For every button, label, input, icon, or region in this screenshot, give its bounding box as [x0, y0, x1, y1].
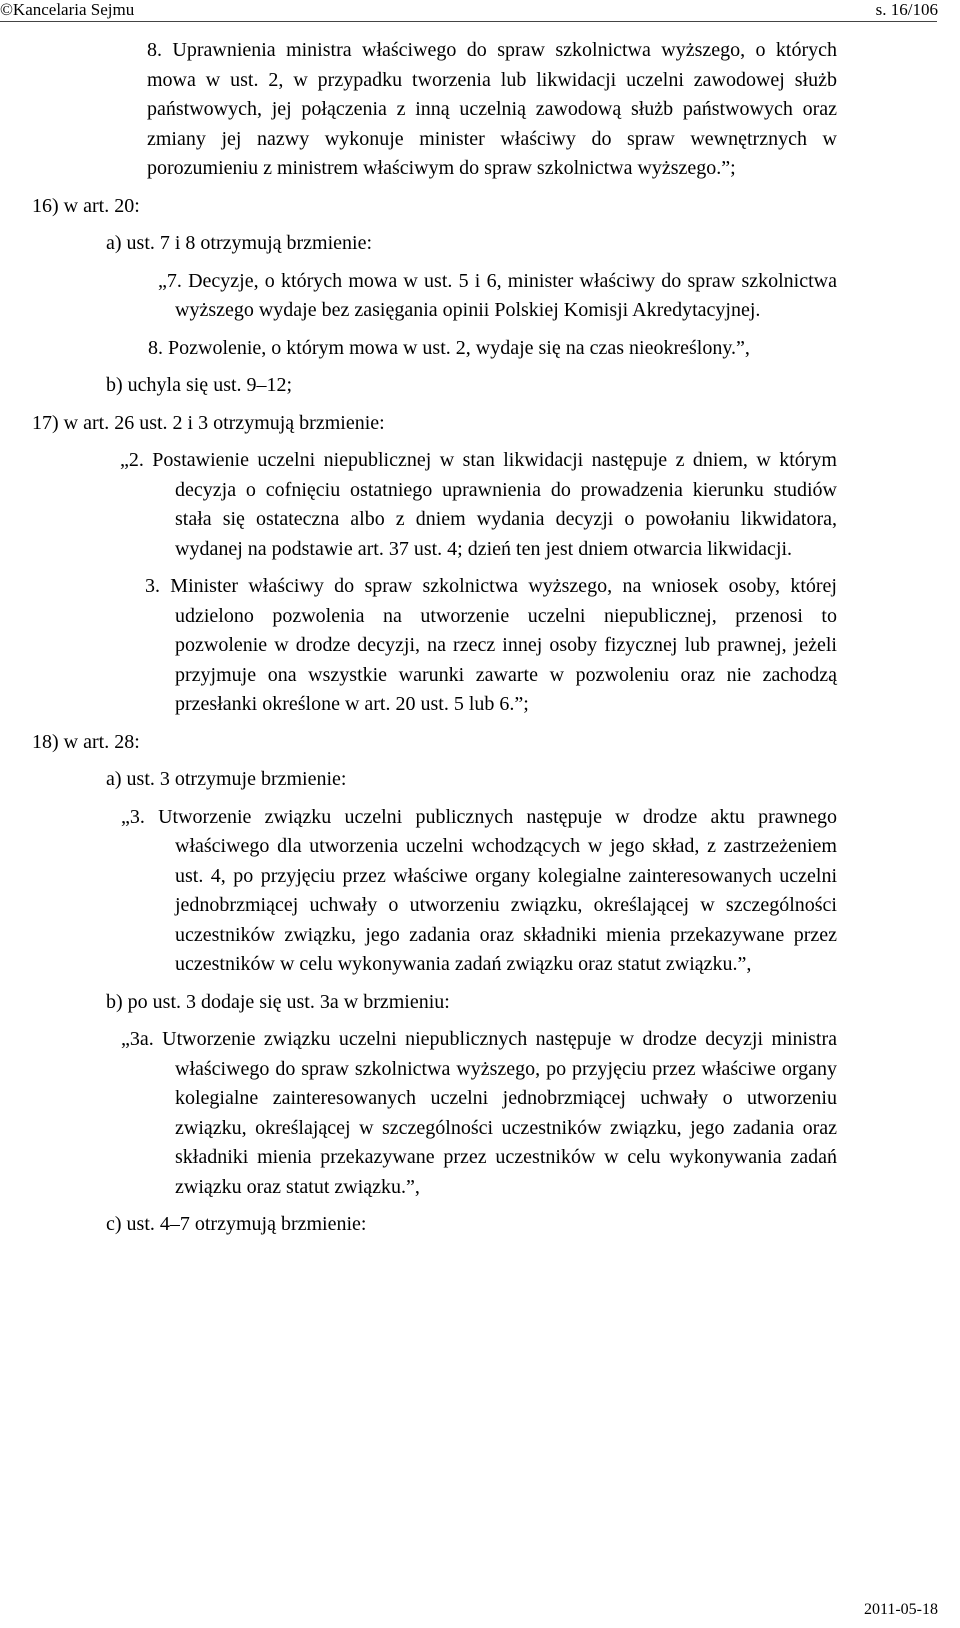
document-body — [0, 36, 960, 1240]
subitem-16a: a) ust. 7 i 8 otrzymują brzmienie: — [106, 232, 373, 254]
header-rule — [0, 21, 937, 22]
item-17: 17) w art. 26 ust. 2 i 3 otrzymują brzmienie: — [32, 411, 385, 434]
subitem-16b: b) uchyla się ust. 9–12; — [106, 374, 293, 396]
paragraph-3-art28: „3. Utworzenie związku uczelni publicznych następuje w drodze aktu prawnego właściwego dla utworzenia uczelni wchodzących w jego skład, z zastrzeżeniem ust. 4, po przyjęciu przez właściwe organy kolegialne zainteresowanych uczelni jednobrzmiącej uchwały o utworzeniu związku, określającej w szczególności uczestników związku, jego zadania oraz składniki mienia przekazywane przez uczestników w celu wykonywania zadań związku oraz statut związku.”, — [121, 805, 837, 975]
paragraph-7-art20: „7. Decyzje, o których mowa w ust. 5 i 6, minister właściwy do spraw szkolnictwa wyższego wydaje bez zasięgania opinii Polskiej Komisji Akredytacyjnej. — [158, 269, 837, 321]
footer-date: 2011-05-18 — [863, 1601, 938, 1618]
paragraph-3a-art28: „3a. Utworzenie związku uczelni niepublicznych następuje w drodze decyzji ministra właściwego do spraw szkolnictwa wyższego, po przyjęciu przez właściwe organy kolegialne zainteresowanych uczelni jednobrzmiącej uchwały o utworzeniu związku, określającej w szczególności uczestników związku, jego zadania oraz składniki mienia przekazywane przez uczestników w celu wykonywania zadań związku oraz statut związku.”, — [121, 1028, 837, 1198]
subitem-18b: b) po ust. 3 dodaje się ust. 3a w brzmieniu: — [106, 990, 450, 1013]
subitem-18a: a) ust. 3 otrzymuje brzmienie: — [106, 768, 347, 790]
header-left: ©Kancelaria Sejmu — [0, 0, 135, 19]
item-18: 18) w art. 28: — [32, 730, 140, 753]
subitem-18c: c) ust. 4–7 otrzymują brzmienie: — [106, 1213, 367, 1235]
header-page-number: s. 16/106 — [875, 0, 938, 19]
paragraph-8-art16: 8. Uprawnienia ministra właściwego do spraw szkolnictwa wyższego, o których mowa w ust. 2, w przypadku tworzenia lub likwidacji uczelni zawodowej służb państwowych, jej połączenia z inną uczelnią zawodową służb państwowych oraz zmiany jej nazwy wykonuje minister właściwy do spraw wewnętrznych w porozumieniu z ministrem właściwym do spraw szkolnictwa wyższego.”; — [147, 39, 837, 179]
paragraph-3-art26: 3. Minister właściwy do spraw szkolnictwa wyższego, na wniosek osoby, której udzielono pozwolenia na utworzenie uczelni niepublicznej, przenosi to pozwolenie w drodze decyzji, na rzecz innej osoby fizycznej lub prawnej, jeżeli przyjmuje ona wszystkie warunki zawarte w pozwoleniu oraz nie zachodzą przesłanki określone w art. 20 ust. 5 lub 6.”; — [145, 575, 837, 715]
item-16: 16) w art. 20: — [32, 194, 140, 217]
paragraph-8-art20: 8. Pozwolenie, o którym mowa w ust. 2, wydaje się na czas nieokreślony.”, — [148, 336, 750, 359]
paragraph-2-art26: „2. Postawienie uczelni niepublicznej w stan likwidacji następuje z dniem, w którym decyzja o cofnięciu ostatniego uprawnienia do prowadzenia kierunku studiów stała się ostateczna albo z dniem wydania decyzji o powołaniu likwidatora, wydanej na podstawie art. 37 ust. 4; dzień ten jest dniem otwarcia likwidacji. — [120, 449, 837, 560]
